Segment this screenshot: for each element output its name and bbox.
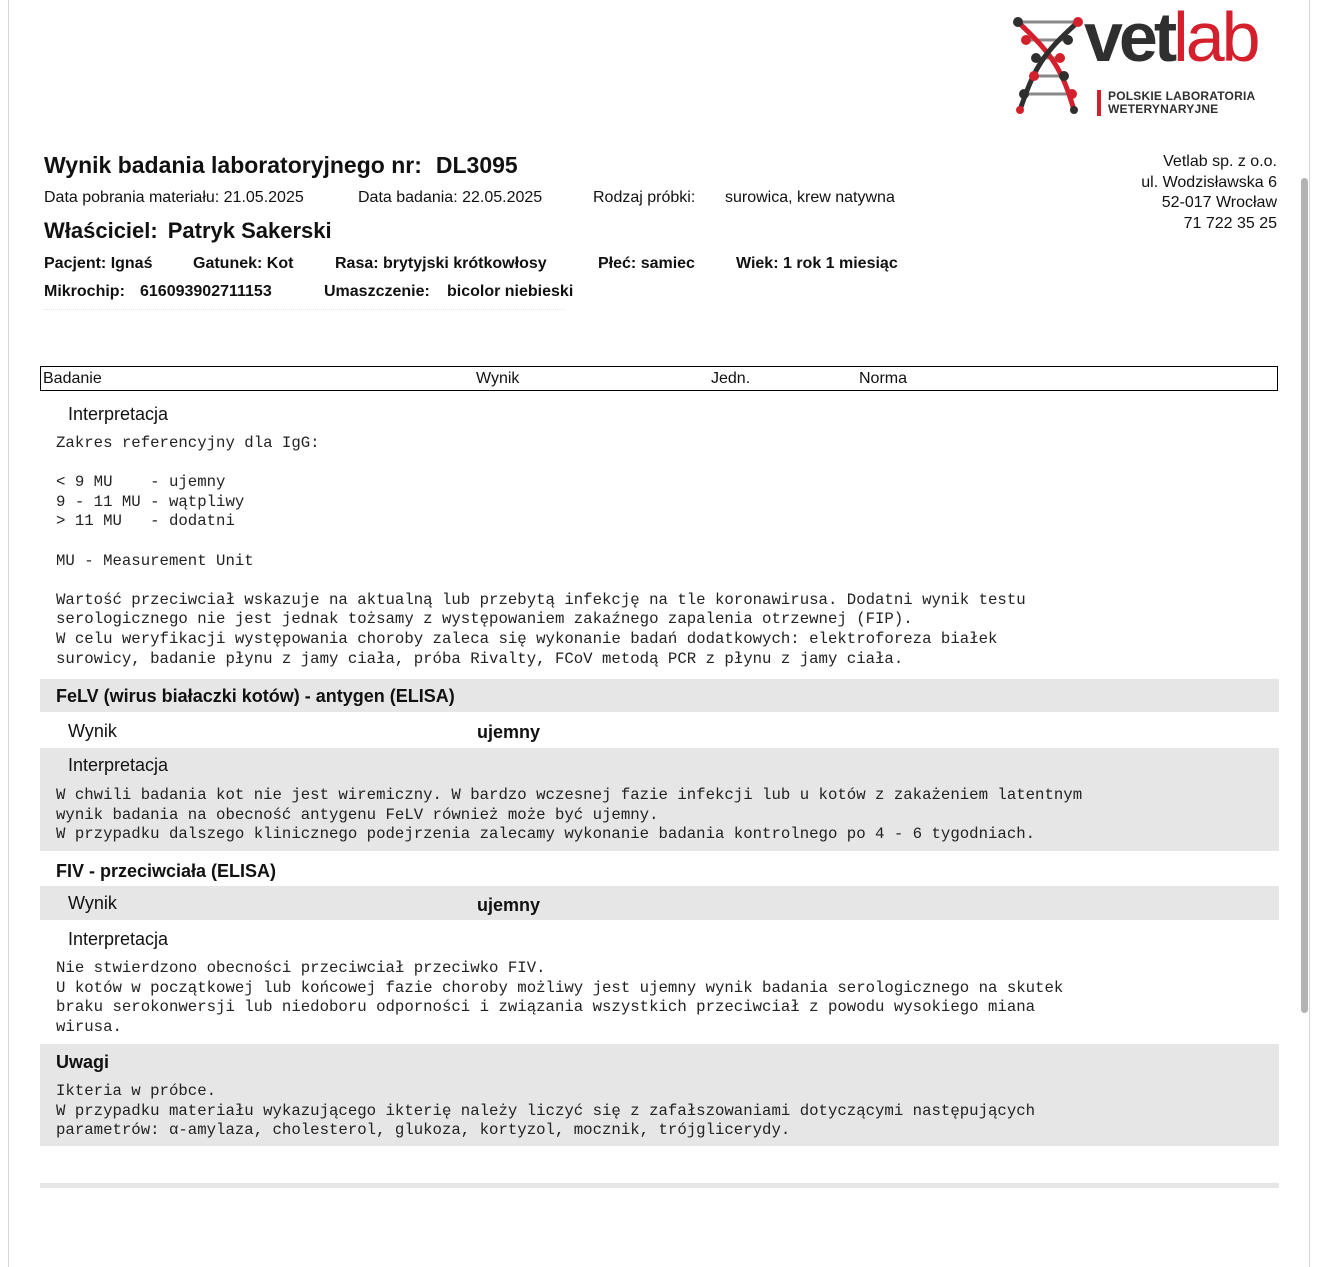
felv-result-label: Wynik [68,721,117,741]
microchip-number: 616093902711153 [140,283,272,300]
fiv-result-band [40,886,1279,920]
coat-color-label: Umaszczenie: [324,283,430,300]
report-title [44,152,518,179]
coat-color: bicolor niebieski [447,283,574,300]
faded-line [44,309,564,314]
microchip-label: Mikrochip: [44,283,125,300]
page-edge-left [8,0,9,1267]
report-number: DL3095 [435,152,518,178]
logo-vet-text: vet [1084,0,1174,76]
col-unit: Jedn. [711,370,751,387]
fiv-interpretation-label: Interpretacja [68,929,169,949]
col-result: Wynik [476,370,520,387]
patient-name: Pacjent: Ignaś [44,255,153,272]
fiv-result-label: Wynik [68,893,117,913]
fiv-result-value: ujemny [477,895,541,915]
patient-sex: Płeć: samiec [598,255,695,272]
notes-text: Ikteria w próbce. W przypadku materiału wykazującego ikterię należy liczyć się z zafałszowaniami dotyczącymi następujących parametrów: α-amylaza, cholesterol, glukoza, kortyzol, mocznik, trójglicerydy. [56,1082,1036,1140]
felv-result-value: ujemny [477,722,541,742]
bottom-divider [40,1183,1279,1188]
company-phone: 71 722 35 25 [1183,214,1277,232]
vertical-scrollbar[interactable] [1301,178,1308,1013]
test-date: Data badania: 22.05.2025 [358,189,543,206]
felv-interpretation-text: W chwili badania kot nie jest wiremiczny. W bardzo wczesnej fazie infekcji lub u kotów z zakażeniem latentnym wynik badania na obecność antygenu FeLV również może być ujemny. W przypadku dalszego klinicznego podejrzenia zalecamy wykonanie badania kontrolnego po 4 - 6 tygodniach. [56,786,1083,844]
logo-wordmark [1084,0,1258,76]
sample-date: Data pobrania materiału: 21.05.2025 [44,189,304,206]
patient-breed: Rasa: brytyjski krótkowłosy [335,255,547,272]
felv-interpretation-label: Interpretacja [68,755,169,775]
sample-type: surowica, krew natywna [725,189,895,206]
owner [44,218,332,244]
company-address [1141,152,1277,234]
notes-title: Uwagi [56,1052,110,1072]
logo-subtitle-line2: WETERYNARYJNE [1108,102,1219,116]
col-norm: Norma [859,370,908,387]
logo-subtitle-line1: POLSKIE LABORATORIA [1108,89,1256,103]
owner-name: Patryk Sakerski [167,218,332,243]
owner-label: Właściciel: [44,218,158,243]
logo-subtitle [1108,90,1255,116]
dna-helix-icon [1012,14,1092,114]
report-title-label: Wynik badania laboratoryjnego nr: [44,152,422,178]
col-test: Badanie [43,370,102,387]
fcov-interpretation-label: Interpretacja [68,404,169,424]
company-name: Vetlab sp. z o.o. [1163,153,1277,170]
patient-species: Gatunek: Kot [193,255,294,272]
patient-age: Wiek: 1 rok 1 miesiąc [736,255,898,272]
logo-lab-text: lab [1173,0,1258,76]
fiv-section-title: FIV - przeciwciała (ELISA) [56,861,277,881]
logo-accent-bar [1097,90,1101,116]
fcov-interpretation-text: Zakres referencyjny dla IgG: < 9 MU - ujemny 9 - 11 MU - wątpliwy > 11 MU - dodatni MU - Measurement Unit Wartość przeciwciał wskazuje na aktualną lub przebytą infekcję na tle koronawirusa. Dodatni wynik testu serologicznego nie jest jednak tożsamy z występowaniem zakaźnego zapalenia otrzewnej (FIP). W celu weryfikacji występowania choroby zaleca się wykonanie badań dodatkowych: elektroforeza białek surowicy, badanie płynu z jamy ciała, próba Rivalty, FCoV metodą PCR z płynu z jamy ciała. [56,434,1026,668]
results-table-header [40,366,1278,391]
page-edge-right [1309,0,1310,1267]
vetlab-logo [1012,0,1282,118]
company-city: 52-017 Wrocław [1161,194,1277,211]
felv-section-title: FeLV (wirus białaczki kotów) - antygen (ELISA) [56,686,455,706]
fiv-interpretation-text: Nie stwierdzono obecności przeciwciał przeciwko FIV. U kotów w początkowej lub końcowej fazie choroby możliwy jest ujemny wynik badania serologicznego na skutek braku serokonwersji lub niedoboru odporności i związania wszystkich przeciwciał z powodu wysokiego miana wirusa. [56,959,1064,1036]
company-street: ul. Wodzisławska 6 [1141,173,1277,191]
sample-type-label: Rodzaj próbki: [593,189,696,206]
